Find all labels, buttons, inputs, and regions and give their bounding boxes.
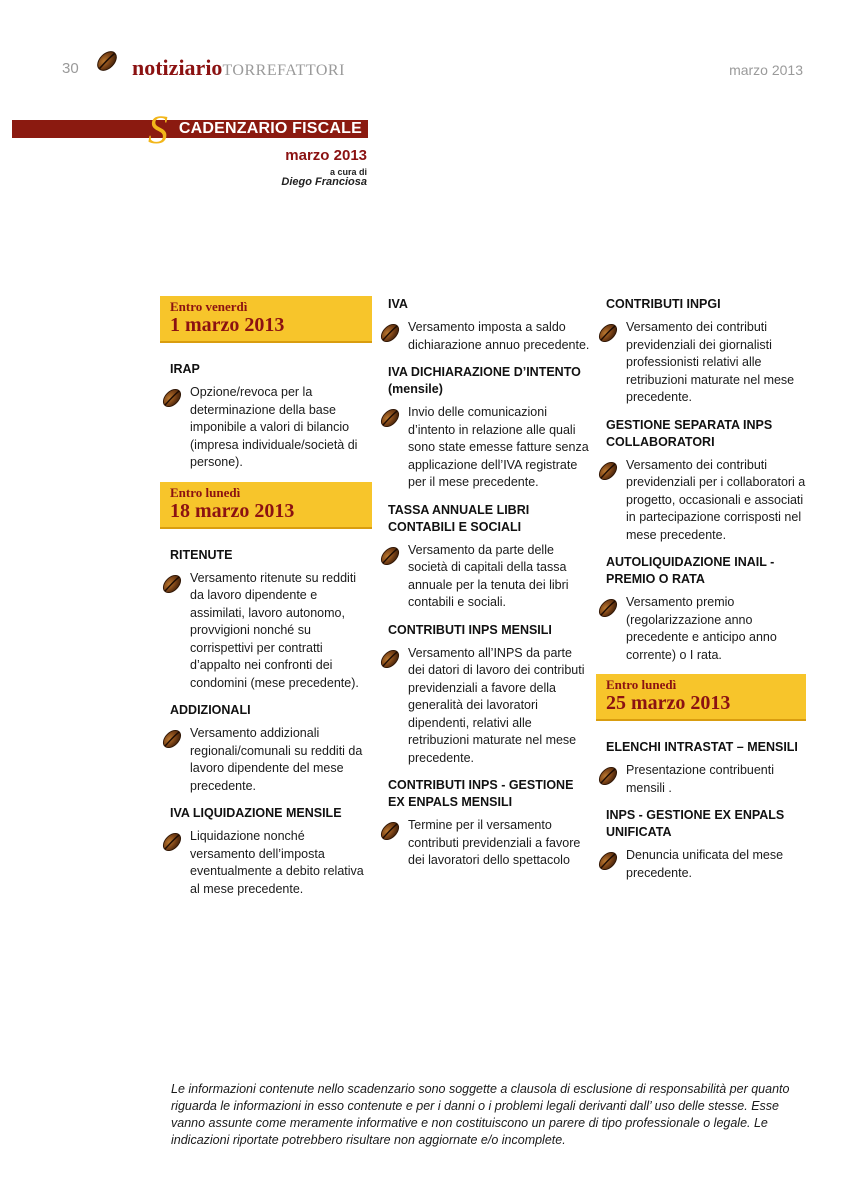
section-item [160,725,372,795]
section-title: INPS - GESTIONE EX ENPALS UNIFICATA [606,808,785,839]
author-name: Diego Franciosa [281,176,367,188]
section-title: IRAP [170,362,200,376]
brand-sub: TORREFATTORI [222,62,345,79]
tax-section [596,417,806,545]
section-title: AUTOLIQUIDAZIONE INAIL - PREMIO O RATA [606,555,775,586]
tax-section [160,547,372,693]
section-item [160,570,372,693]
section-text: Presentazione contribuenti mensili . [626,763,775,795]
section-item [378,319,590,354]
tax-section [378,622,590,768]
section-text: Termine per il versamento contributi previdenziali a favore dei lavoratori dello spettacolo [408,818,581,867]
tax-section [596,807,806,882]
coffee-bean-icon [378,819,402,843]
section-item [378,542,590,612]
coffee-bean-icon [378,544,402,568]
column-3 [596,296,806,892]
title-text: CADENZARIO FISCALE [178,120,362,137]
title-initial: S [148,107,168,152]
section-title: TASSA ANNUALE LIBRI CONTABILI E SOCIALI [388,502,530,534]
section-title: ADDIZIONALI [170,703,251,717]
coffee-bean-icon [596,849,620,873]
coffee-bean-icon [378,321,402,345]
section-title: CONTRIBUTI INPS - GESTIONE EX ENPALS MENSILI [388,778,574,809]
tax-section [378,364,590,492]
page-number: 30 [62,60,79,77]
section-item [378,645,590,768]
section-title: CONTRIBUTI INPS MENSILI [388,622,552,637]
tax-section [160,805,372,898]
section-item [596,847,806,882]
section-text: Versamento dei contributi previdenziali per i collaboratori a progetto, occasionali e associati in partecipazione corrisposti nel mese precedente. [626,457,806,542]
section-title: IVA [388,297,408,311]
tax-section [160,702,372,795]
section-item [378,817,590,870]
section-item [378,404,590,492]
title-band [12,120,368,138]
section-text: Opzione/revoca per la determinazione della base imponibile a valori di bilancio (impresa individuale/società di persone). [190,385,358,469]
section-item [596,594,806,664]
tax-section [596,739,806,797]
disclaimer: Le informazioni contenute nello scadenzario sono soggette a clausola di esclusione di responsabilità per quanto riguarda le informazioni in esso contenute e per i danni o i problemi legali derivanti dall’ uso delle stesse. Esse vanno assunte come meramente informative e non costituiscono un parere di tipo professionale o legale. Le indicazioni riportate potrebbero risultare non aggiornate e/o incomplete. [171,1082,790,1147]
tax-section [378,502,590,612]
curated-by-label: a cura di [329,167,367,177]
title-month: marzo 2013 [285,147,367,164]
column-2 [378,296,590,880]
section-title: IVA DICHIARAZIONE D’INTENTO (mensile) [388,365,581,396]
coffee-bean-icon [378,406,402,430]
section-text: Versamento premio (regolarizzazione anno precedente e anticipo anno corrente) o I rata. [626,595,777,662]
deadline-date: 18 marzo 2013 [170,499,295,522]
section-text: Versamento all’INPS da parte dei datori di lavoro dei contributi previdenziali a favore della generalità dei lavoratori dipendenti, relativi alle retribuzioni maturate nel mese precedente. [408,645,585,765]
section-title: IVA LIQUIDAZIONE MENSILE [170,806,342,820]
section-text: Liquidazione nonché versamento dell’imposta eventualmente a debito relativa al mese precedente. [190,829,364,896]
section-text: Versamento dei contributi previdenziali dei giornalisti professionisti relativi alle retribuzioni maturate nel mese precedente. [626,320,795,404]
coffee-bean-icon [596,596,620,620]
section-text: Versamento da parte delle società di capitali della tassa annuale per la tenuta dei libri contabili e sociali. [408,542,569,609]
tax-section [378,777,590,870]
deadline-label: Entro lunedì [170,484,241,500]
section-item [160,828,372,898]
brand-main: notiziario [132,55,223,80]
issue-date: marzo 2013 [729,62,803,78]
deadline-date: 25 marzo 2013 [606,692,731,714]
coffee-bean-logo-icon [90,48,124,74]
tax-section [596,554,806,664]
section-text: Denuncia unificata del mese precedente. [626,848,784,880]
coffee-bean-icon [596,764,620,788]
section-text: Versamento addizionali regionali/comunali su redditi da lavoro dipendente del mese precedente. [190,726,363,793]
coffee-bean-icon [378,647,402,671]
coffee-bean-icon [160,727,184,751]
section-text: Versamento ritenute su redditi da lavoro dipendente e assimilati, lavoro autonomo, provvigioni nonché su corrispettivi per contratti d’appalto nei confronti dei condomini (mese precedente). [190,570,359,690]
section-item [596,762,806,797]
section-item [596,319,806,407]
section-title: RITENUTE [170,547,233,562]
deadline-label: Entro lunedì [606,677,677,692]
section-text: Invio delle comunicazioni d’intento in relazione alle quali sono state emesse fatture senza applicazione dell’IVA registrate per il mese precedente. [408,405,589,489]
deadline-label: Entro venerdì [170,299,248,314]
tax-section [378,296,590,354]
brand-title [132,55,345,81]
section-item [596,457,806,545]
section-title: ELENCHI INTRASTAT – MENSILI [606,740,798,754]
section-text: Versamento imposta a saldo dichiarazione annuo precedente. [408,320,590,352]
tax-section [160,361,372,472]
coffee-bean-icon [160,386,184,410]
tax-section [596,296,806,407]
section-item [160,384,372,472]
coffee-bean-icon [160,830,184,854]
coffee-bean-icon [596,321,620,345]
column-1 [160,296,372,908]
deadline-box [596,674,806,721]
deadline-box [160,296,372,343]
deadline-date: 1 marzo 2013 [170,314,285,336]
section-title: CONTRIBUTI INPGI [606,297,721,311]
deadline-box [160,482,372,529]
section-title: GESTIONE SEPARATA INPS COLLABORATORI [606,417,773,449]
coffee-bean-icon [160,572,184,596]
coffee-bean-icon [596,459,620,483]
